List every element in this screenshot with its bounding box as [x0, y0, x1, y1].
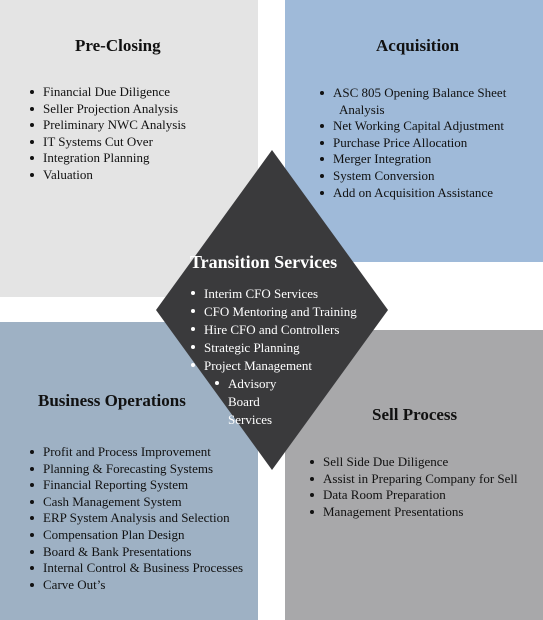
list-item: ERP System Analysis and Selection — [30, 510, 243, 527]
list-item: Carve Out’s — [30, 577, 243, 594]
list-item: Internal Control & Business Processes — [30, 560, 243, 577]
list-item: Integration Planning — [30, 150, 186, 167]
list-item-text: ASC 805 Opening Balance Sheet — [333, 85, 507, 100]
business-operations-title: Business Operations — [38, 391, 186, 410]
list-item: Data Room Preparation — [310, 487, 518, 504]
list-item: Strategic Planning — [191, 339, 391, 357]
list-item — [215, 375, 276, 429]
list-item: Preliminary NWC Analysis — [30, 117, 186, 134]
list-item: Hire CFO and Controllers — [191, 321, 391, 339]
transition-services-list — [191, 285, 391, 375]
list-item: Merger Integration — [320, 151, 506, 168]
list-item-text-continued: Services — [228, 412, 273, 427]
list-item: Purchase Price Allocation — [320, 135, 506, 152]
list-item: Management Presentations — [310, 504, 518, 521]
transition-services-title: Transition Services — [190, 252, 338, 272]
transition-services-sublist — [215, 375, 276, 429]
list-item: Assist in Preparing Company for Sell — [310, 471, 518, 488]
list-item: Sell Side Due Diligence — [310, 454, 518, 471]
list-item: Board & Bank Presentations — [30, 544, 243, 561]
list-item: Project Management — [191, 357, 391, 375]
list-item: Compensation Plan Design — [30, 527, 243, 544]
list-item: CFO Mentoring and Training — [191, 303, 391, 321]
list-item: Valuation — [30, 167, 186, 184]
list-item: IT Systems Cut Over — [30, 134, 186, 151]
list-item: Planning & Forecasting Systems — [30, 461, 243, 478]
acquisition-title: Acquisition — [376, 36, 460, 55]
list-item: Net Working Capital Adjustment — [320, 118, 506, 135]
list-item: Profit and Process Improvement — [30, 444, 243, 461]
list-item: System Conversion — [320, 168, 506, 185]
list-item: Financial Reporting System — [30, 477, 243, 494]
list-item-text-continued: Analysis — [339, 101, 385, 117]
list-item-text: Advisory Board — [228, 376, 277, 409]
list-item: Interim CFO Services — [191, 285, 391, 303]
list-item: Financial Due Diligence — [30, 84, 186, 101]
pre-closing-title: Pre-Closing — [75, 36, 161, 55]
list-item: Seller Projection Analysis — [30, 101, 186, 118]
list-item: Cash Management System — [30, 494, 243, 511]
list-item: Add on Acquisition Assistance — [320, 185, 506, 202]
sell-process-title: Sell Process — [372, 405, 458, 424]
